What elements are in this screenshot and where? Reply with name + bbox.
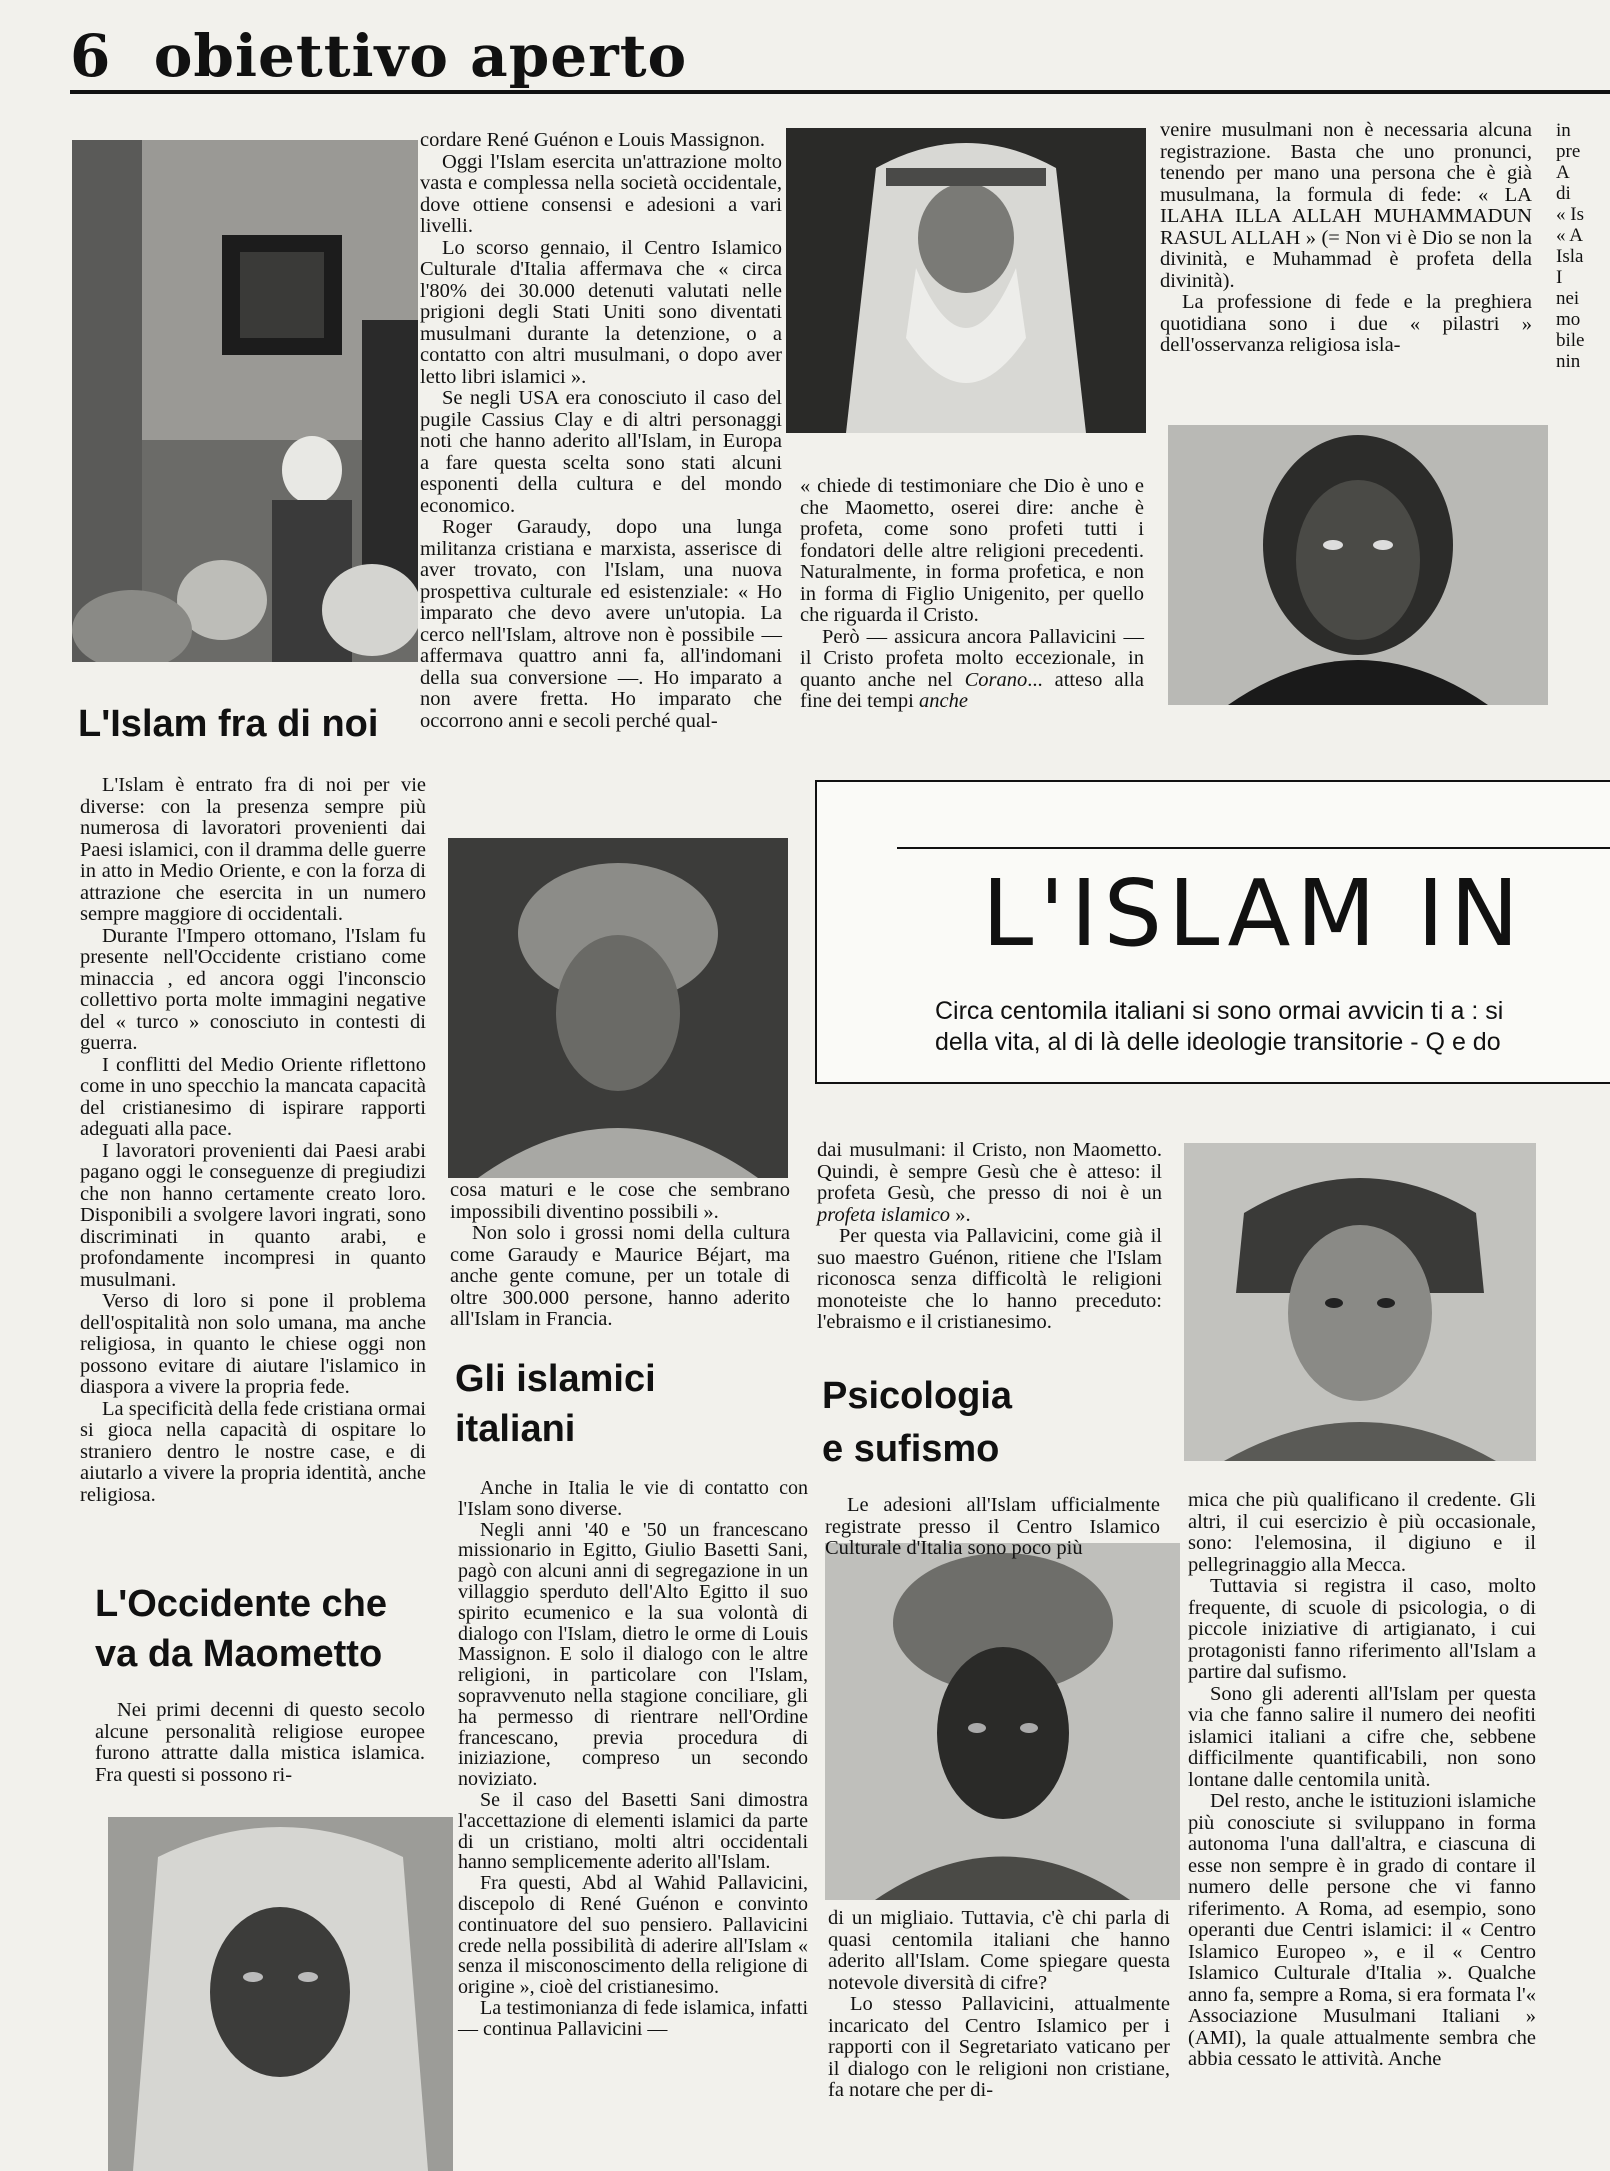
photo-man-with-turban (825, 1543, 1180, 1900)
photo-turbaned-woman (448, 838, 788, 1178)
paragraph: Anche in Italia le vie di contatto con l'Islam sono diverse. (458, 1477, 808, 1520)
masthead (70, 22, 687, 90)
banner-subtitle-line2: della vita, al di là delle ideologie transitorie - Q e do (935, 1028, 1501, 1056)
paragraph: La professione di fede e la preghiera quotidiana sono i due « pilastri » dell'osservanza religiosa isla- (1160, 291, 1532, 356)
column-4-lower (1188, 1490, 1536, 2071)
paragraph: Roger Garaudy, dopo una lunga militanza cristiana e marxista, asserisce di aver trovato, con l'Islam, una nuova prospettiva culturale ed esistenziale: « Ho imparato che devo avere un'utopia. La cerco nell'Islam, altrove non è possibile — affermava quattro anni fa, all'indomani della sua conversione —. Ho imparato a non avere fretta. Ho imparato che occorrono anni e secoli perché qual- (420, 516, 782, 732)
paragraph: di un migliaio. Tuttavia, c'è chi parla di quasi centomila italiani che hanno aderito all'Islam. Come spiegare questa notevole diversità di cifre? (828, 1907, 1170, 1994)
heading-occidente-line2: va da Maometto (95, 1633, 383, 1675)
paragraph: I lavoratori provenienti dai Paesi arabi pagano oggi le conseguenze di pregiudizi che non hanno certamente creato loro. Disponibili a svolgere lavori ingrati, sono discriminati in quanto arabi, e profondamente incompresi in quanto musulmani. (80, 1139, 426, 1291)
photo-dark-man (1168, 425, 1548, 705)
column-4-upper (1160, 120, 1532, 357)
photo-bearded-man (786, 128, 1146, 433)
heading-islam-fra-di-noi: L'Islam fra di noi (78, 703, 379, 745)
section-title: obiettivo aperto (153, 22, 688, 90)
column-1-upper (80, 775, 426, 1506)
paragraph: Tuttavia si registra il caso, molto frequente, di scuole di psicologia, o di piccole iniziative di artigianato, i cui protagonisti fanno riferimento all'Islam a partire dal sufismo. (1188, 1575, 1536, 1683)
heading-occidente-line1: L'Occidente che (95, 1583, 388, 1625)
paragraph: La testimonianza di fede islamica, infatti — continua Pallavicini — (458, 1996, 808, 2040)
heading-psicologia-line1: Psicologia (822, 1375, 1013, 1417)
paragraph: Nei primi decenni di questo secolo alcune personalità religiose europee furono attratte dalla mistica islamica. Fra questi si possono ri- (95, 1699, 425, 1786)
paragraph: La specificità della fede cristiana ormai si gioca nella capacità di ospitare lo straniero dentro le nostre case, e di aiutarlo a vivere la propria identità, anche religiosa. (80, 1397, 426, 1506)
paragraph: Non solo i grossi nomi della cultura come Garaudy e Maurice Béjart, ma anche gente comune, per un totale di oltre 300.000 persone, hanno aderito all'Islam in Francia. (450, 1222, 790, 1330)
paragraph: Negli anni '40 e '50 un francescano missionario in Egitto, Giulio Basetti Sani, pagò con alcuni anni di segregazione in un villaggio sperduto dell'Alto Egitto il suo spirito ecumenico e la sua volontà di dialogo con l'Islam, dietro le orme di Louis Massignon. E solo il dialogo con le altre religioni, in particolare con l'Islam, sopravvenuto nella stagione conciliare, gli ha permesso di rientrare nell'Ordine francescano, previa procedura di iniziazione, compreso un secondo noviziato. (458, 1518, 808, 1791)
page-number: 6 (70, 22, 112, 90)
column-3-bottom (828, 1908, 1170, 2102)
heading-islamici-line2: italiani (455, 1408, 576, 1450)
paragraph: Verso di loro si pone il problema dell'ospitalità non solo umana, ma anche religiosa, in quanto le chiese oggi non possono evitare di aiutare l'islamico in diaspora a vivere la propria fede. (80, 1290, 426, 1398)
photo-mosque-interior (72, 140, 418, 662)
paragraph: « chiede di testimoniare che Dio è uno e che Maometto, oserei dire: anche è profeta, come sono profeti tutti i fondatori delle altre religioni precedenti. Naturalmente, in forma profetica, e non in forma di Figlio Unigenito, per quello che riguarda il Cristo. (800, 475, 1144, 626)
column-3-middle (817, 1140, 1162, 1334)
paragraph: L'Islam è entrato fra di noi per vie diverse: con la presenza sempre più numerosa di lavoratori provenienti dai Paesi islamici, con il dramma delle guerre in atto in Medio Oriente, e con la forza di attrazione che esercita in un numero sempre maggiore di occidentali. (80, 774, 426, 925)
paragraph: I conflitti del Medio Oriente riflettono come in uno specchio la mancata capacità del cristianesimo di ispirare rapporti adeguati alla pace. (80, 1053, 426, 1140)
paragraph: Le adesioni all'Islam ufficialmente registrate presso il Centro Islamico Culturale d'Italia sono poco più (825, 1494, 1160, 1559)
paragraph: Oggi l'Islam esercita un'attrazione molto vasta e complessa nella società occidentale, dove ottiene consensi e adesioni a vari livelli. (420, 150, 782, 237)
paragraph: Lo scorso gennaio, il Centro Islamico Culturale d'Italia affermava che « circa l'80% dei 30.000 detenuti valutati nelle prigioni degli Stati Uniti sono diventati musulmani durante la detenzione, o a contatto con altri musulmani, o dopo aver letto libri islamici ». (420, 236, 782, 388)
heading-islamici-line1: Gli islamici (455, 1358, 656, 1400)
paragraph: Durante l'Impero ottomano, l'Islam fu presente nell'Occidente cristiano come minaccia , ed ancora oggi l'inconscio collettivo porta molte immagini negative del « turco » conosciuto in contesti di guerra. (80, 924, 426, 1054)
paragraph: mica che più qualificano il credente. Gli altri, il cui esercizio è più occasionale, sono: l'elemosina, il digiuno e il pellegrinaggio alla Mecca. (1188, 1489, 1536, 1576)
column-2-upper (420, 130, 782, 732)
column-1-lower (95, 1700, 425, 1786)
paragraph: Fra questi, Abd al Wahid Pallavicini, discepolo di René Guénon e convinto continuatore del suo pensiero. Pallavicini crede nella possibilità di aderire all'Islam « senza il misconoscimento della religione di origine », cioè del cristianesimo. (458, 1872, 808, 1999)
paragraph: cosa maturi e le cose che sembrano impossibili diventino possibili ». (450, 1179, 790, 1223)
column-3-upper (800, 476, 1144, 713)
paragraph: Lo stesso Pallavicini, attualmente incaricato del Centro Islamico per i rapporti con il Segretariato vaticano per il dialogo con le religioni non cristiane, fa notare che per di- (828, 1993, 1170, 2101)
banner-title: L'ISLAM IN (982, 860, 1525, 967)
photo-young-man-turban (1184, 1143, 1536, 1461)
paragraph: Del resto, anche le istituzioni islamiche più conosciute si sviluppano in forma autonoma l'una dall'altra, e ciascuna di esse non sempre è in grado di contare il numero delle persone che vi fanno riferimento. A Roma, ad esempio, sono operanti due Centri islamici: il « Centro Islamico Europeo », e il « Centro Islamico Culturale d'Italia ». Qualche anno fa, sempre a Roma, si era formata l'« Associazione Musulmani Italiani » (AMI), la quale attualmente sembra che abbia cessato le attività. Anche (1188, 1790, 1536, 2070)
paragraph: Per questa via Pallavicini, come già il suo maestro Guénon, ritiene che l'Islam riconosca senza difficoltà le religioni monoteiste che lo hanno preceduto: l'ebraismo e il cristianesimo. (817, 1225, 1162, 1333)
column-2-middle (450, 1180, 790, 1331)
paragraph: Però — assicura ancora Pallavicini — il Cristo profeta molto eccezionale, in quanto anche nel Corano... atteso alla fine dei tempi anche (800, 625, 1144, 712)
banner-rule (897, 847, 1610, 849)
photo-man-in-headscarf (108, 1817, 453, 2171)
paragraph: cordare René Guénon e Louis Massignon. (420, 129, 765, 151)
paragraph: dai musulmani: il Cristo, non Maometto. Quindi, è sempre Gesù che è atteso: il profeta Gesù, che presso di noi è un profeta islamico ». (817, 1139, 1162, 1226)
paragraph: Se il caso del Basetti Sani dimostra l'accettazione di elementi islamici da parte di un cristiano, molti altri occidentali hanno semplicemente aderito all'Islam. (458, 1788, 808, 1874)
banner-subtitle-line1: Circa centomila italiani si sono ormai avvicin ti a : si (935, 997, 1504, 1025)
column-2-lower (458, 1478, 808, 2040)
paragraph: venire musulmani non è necessaria alcuna registrazione. Basta che uno pronunci, tenendo per mano una persona che è già musulmana, la formula di fede: « LA ILAHA ILLA ALLAH MUHAMMADUN RASUL ALLAH » (= Non vi è Dio se non la divinità, e Muhammad è profeta della divinità). (1160, 119, 1532, 292)
heading-psicologia-line2: e sufismo (822, 1428, 1000, 1470)
headline-banner (815, 780, 1610, 1084)
column-3-lower (825, 1495, 1160, 1560)
masthead-rule (70, 90, 1610, 94)
next-page-edge-text: in pre A di « Is « A Isla I nei mo bile nin (1556, 120, 1585, 372)
paragraph: Sono gli aderenti all'Islam per questa via che fanno salire il numero dei neofiti islamici italiani a cifre che, sebbene difficilmente quantificabili, non sono lontane dalle centomila unità. (1188, 1682, 1536, 1791)
paragraph: Se negli USA era conosciuto il caso del pugile Cassius Clay e di altri personaggi noti che hanno aderito all'Islam, in Europa a fare questa scelta sono stati alcuni esponenti della cultura e del mondo economico. (420, 387, 782, 517)
